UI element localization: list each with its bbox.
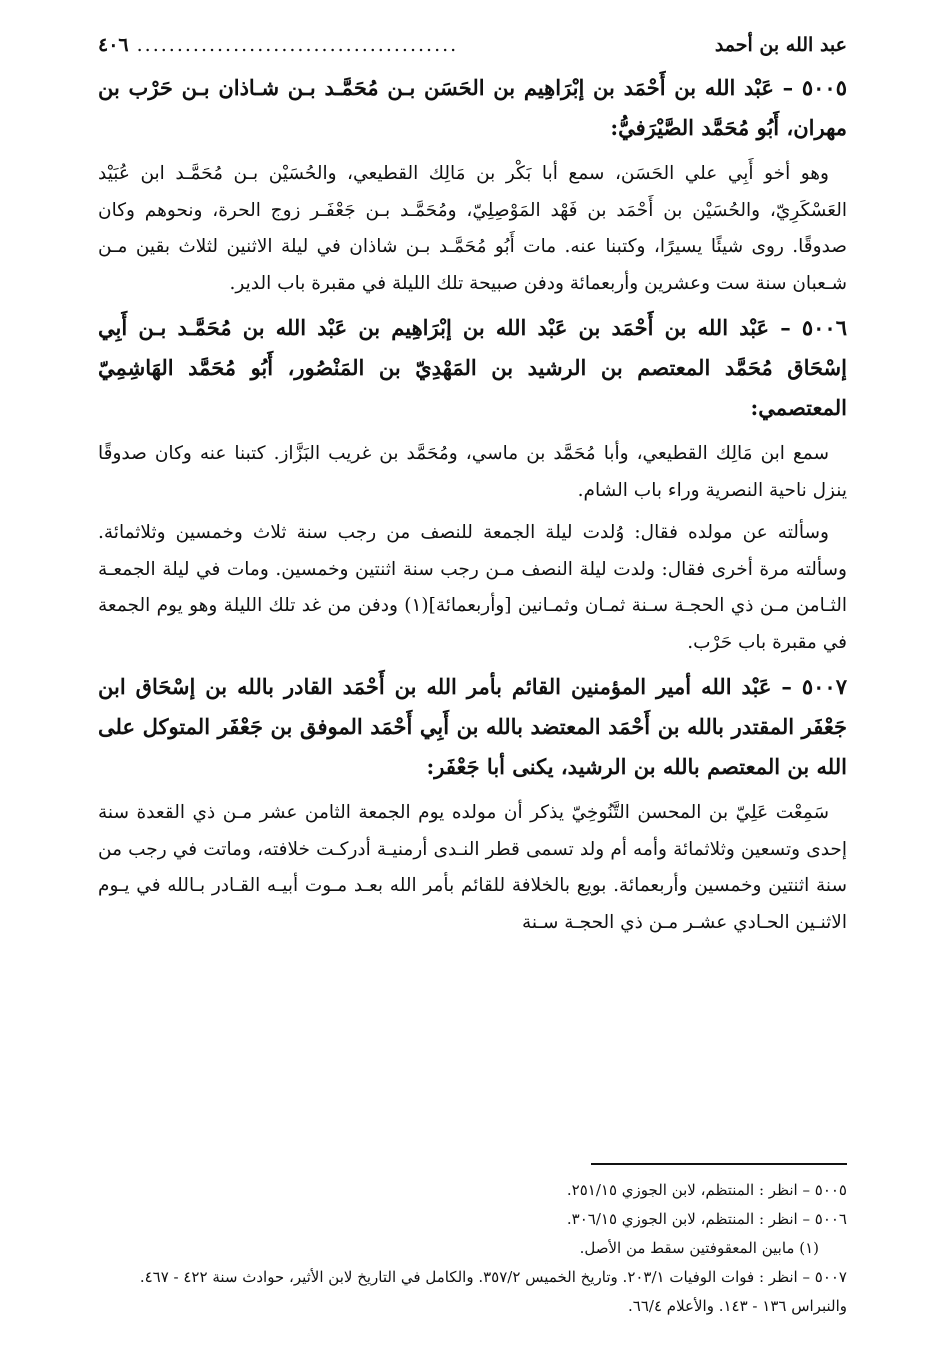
entry-heading-5005: ٥٠٠٥ – عَبْد الله بن أَحْمَد بن إبْرَاهِيم بن الحَسَن بـن مُحَمَّـد بـن شـاذان بـن حَرْب بن مهران، أَبُو مُحَمَّد الصَّيْرَفيُّ: [98, 75, 847, 140]
footnote-5006: ٥٠٠٦ – انظر : المنتظم، لابن الجوزي ٣٠٦/١٥. [566, 1210, 847, 1228]
running-title: عبد الله بن أحمد [714, 34, 847, 56]
spacer [98, 148, 847, 156]
spacer [98, 428, 847, 436]
footnote-1: (١) مابين المعقوفتين سقط من الأصل. [579, 1239, 819, 1257]
spacer [98, 787, 847, 795]
page-number: ٤٠٦ [98, 34, 129, 56]
running-header [98, 34, 847, 68]
footnote-5007: ٥٠٠٧ – انظر : فوات الوفيات ٢٠٣/١. وتاريخ الخميس ٣٥٧/٢. والكامل في التاريخ لابن الأثير، حوادث سنة ٤٢٢ - ٤٦٧. والنبراس ١٣٦ - ١٤٣. والأعلام ٦٦/٤. [139, 1268, 847, 1315]
entry-heading-5006: ٥٠٠٦ – عَبْد الله بن أَحْمَد بن عَبْد الله بن إبْرَاهِيم بن عَبْد الله بن مُحَمَّـد بـن أَبِي إسْحَاق مُحَمَّد المعتصم بن الرشيد بن المَهْدِيّ بن المَنْصُور، أَبُو مُحَمَّد الهَاشِمِيّ المعتصمي: [98, 315, 847, 420]
footnote-5005: ٥٠٠٥ – انظر : المنتظم، لابن الجوزي ٢٥١/١٥. [566, 1181, 847, 1199]
entry-body-5006-p2: وسألته عن مولده فقال: وُلدت ليلة الجمعة للنصف من رجب سنة ثلاث وخمسين وثلاثمائة. وسألته مرة أخرى فقال: ولدت ليلة النصف مـن رجب سنة اثنتين وخمسين. ومات في ليلة الجمعـة الثـامن مـن ذي الحجـة سـنة ثمـان وثمـانين [وأربعمائة](١) ودفن من غد تلك الليلة وهو يوم الجمعة في مقبرة باب حَرْب. [98, 522, 847, 653]
entry-body-5005: وهو أخو أَبِي علي الحَسَن، سمع أبا بَكْر بن مَالِك القطيعي، والحُسَيْن بـن مُحَمَّـد ابن عُبَيْد العَسْكَرِيّ، والحُسَيْن بن أَحْمَد بن فَهْد المَوْصِلِيّ، ومُحَمَّـد بـن جَعْفَـر زوج الحرة، ونحوهم وكان صدوقًا. روى شيئًا يسيرًا، وكتبنا عنه. مات أَبُو مُحَمَّـد بـن شاذان في ليلة الاثنين لثلاث بقين مـن شـعبان سنة ست وعشرين وأربعمائة ودفن صبيحة تلك الليلة في مقبرة باب الدير. [98, 163, 847, 294]
header-left-group [98, 34, 458, 56]
header-leader-dots: ........................................ [136, 34, 459, 56]
entry-heading-5007: ٥٠٠٧ – عَبْد الله أمير المؤمنين القائم بأمر الله بن أَحْمَد القادر بالله بن إسْحَاق ابن جَعْفَر المقتدر بالله بن أَحْمَد المعتضد بالله بن أَبِي أَحْمَد الموفق بن جَعْفَر المتوكل على الله بن المعتصم بالله بن الرشيد، يكنى أبا جَعْفَر: [98, 674, 847, 779]
footnote-separator [591, 1163, 847, 1165]
entry-body-5007: سَمِعْت عَلِيّ بن المحسن التَّنُوخِيّ يذكر أن مولده يوم الجمعة الثامن عشر مـن ذي القعدة سنة إحدى وتسعين وثلاثمائة وأمه أم ولد تسمى قطر النـدى أرمنيـة أدركـت خلافته، وماتت في رجب من سنة اثنتين وخمسين وأربعمائة. بويع بالخلافة للقائم بأمر الله بعـد مـوت أبيـه القـادر بـالله في يـوم الاثنـين الحـادي عشـر مـن ذي الحجـة سـنة [98, 802, 847, 933]
entry-body-5006-p1: سمع ابن مَالِك القطيعي، وأبا مُحَمَّد بن ماسي، ومُحَمَّد بن غريب البَزَّاز. كتبنا عنه وكان صدوقًا ينزل ناحية النصرية وراء باب الشام. [98, 443, 847, 501]
footnotes [98, 1176, 847, 1321]
